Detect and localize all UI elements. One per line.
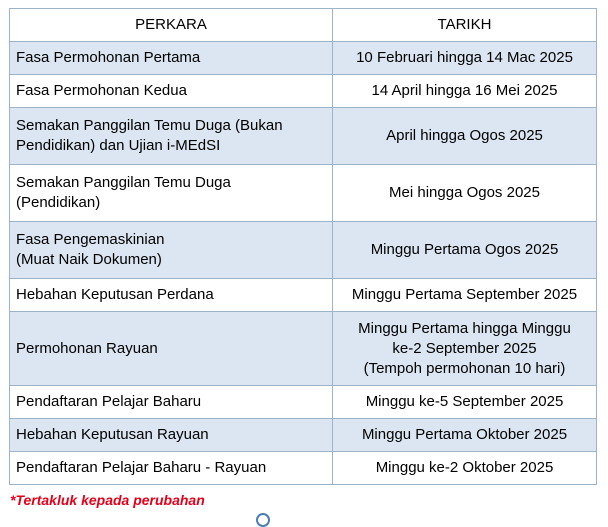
table-row bbox=[10, 419, 597, 452]
perkara-cell-line: Pendaftaran Pelajar Baharu bbox=[16, 393, 202, 410]
perkara-cell bbox=[10, 419, 333, 452]
perkara-cell-line: Fasa Permohonan Kedua bbox=[16, 82, 187, 99]
circle-icon bbox=[256, 513, 270, 527]
tarikh-cell-line: April hingga Ogos 2025 bbox=[386, 127, 543, 144]
perkara-cell-line: Semakan Panggilan Temu Duga bbox=[16, 174, 231, 191]
tarikh-cell-line: Minggu Pertama hingga Minggu bbox=[358, 319, 571, 337]
perkara-cell bbox=[10, 222, 333, 279]
perkara-cell-line: Fasa Pengemaskinian bbox=[16, 231, 165, 248]
perkara-cell bbox=[10, 386, 333, 419]
perkara-cell bbox=[10, 42, 333, 75]
perkara-cell-line: Pendidikan) dan Ujian i-MEdSI bbox=[16, 137, 221, 154]
table-row bbox=[10, 222, 597, 279]
perkara-cell bbox=[10, 108, 333, 165]
table-row bbox=[10, 75, 597, 108]
perkara-cell-line: (Muat Naik Dokumen) bbox=[16, 251, 162, 268]
table-row bbox=[10, 279, 597, 312]
perkara-cell bbox=[10, 75, 333, 108]
tarikh-cell-line: Minggu Pertama Oktober 2025 bbox=[361, 426, 568, 443]
tarikh-cell bbox=[333, 419, 597, 452]
perkara-cell-line: Semakan Panggilan Temu Duga (Bukan bbox=[16, 117, 283, 134]
tarikh-cell bbox=[333, 42, 597, 75]
tarikh-cell-line: Minggu ke-5 September 2025 bbox=[365, 393, 564, 410]
table-row bbox=[10, 386, 597, 419]
tarikh-cell bbox=[333, 386, 597, 419]
tarikh-cell bbox=[333, 452, 597, 485]
perkara-cell bbox=[10, 279, 333, 312]
disclaimer-note: *Tertakluk kepada perubahan bbox=[10, 492, 205, 508]
tarikh-cell bbox=[333, 279, 597, 312]
table-row bbox=[10, 312, 597, 386]
table-row bbox=[10, 42, 597, 75]
perkara-cell-line: Pendaftaran Pelajar Baharu - Rayuan bbox=[16, 459, 267, 476]
perkara-cell-line: Fasa Permohonan Pertama bbox=[16, 49, 201, 66]
header-tarikh: TARIKH bbox=[333, 9, 597, 42]
tarikh-cell-line: 14 April hingga 16 Mei 2025 bbox=[371, 82, 558, 99]
tarikh-cell-line: Minggu ke-2 Oktober 2025 bbox=[375, 459, 554, 476]
perkara-cell bbox=[10, 165, 333, 222]
header-perkara: PERKARA bbox=[10, 9, 333, 42]
table-body bbox=[10, 42, 597, 485]
tarikh-cell bbox=[333, 75, 597, 108]
tarikh-cell-line: ke-2 September 2025 bbox=[392, 339, 537, 357]
table-header-row bbox=[10, 9, 597, 42]
tarikh-cell-line: 10 Februari hingga 14 Mac 2025 bbox=[356, 49, 573, 66]
perkara-cell-line: Hebahan Keputusan Perdana bbox=[16, 286, 214, 303]
perkara-cell-line: (Pendidikan) bbox=[16, 194, 101, 211]
table-row bbox=[10, 452, 597, 485]
tarikh-cell bbox=[333, 108, 597, 165]
tarikh-cell-line: Minggu Pertama Ogos 2025 bbox=[370, 241, 559, 258]
perkara-cell bbox=[10, 452, 333, 485]
perkara-cell bbox=[10, 312, 333, 386]
tarikh-cell-line: Minggu Pertama September 2025 bbox=[351, 286, 578, 303]
tarikh-cell bbox=[333, 165, 597, 222]
perkara-cell-line: Permohonan Rayuan bbox=[16, 339, 158, 357]
schedule-table bbox=[9, 8, 597, 485]
table-row bbox=[10, 108, 597, 165]
tarikh-cell-line: (Tempoh permohonan 10 hari) bbox=[363, 359, 566, 377]
table-row bbox=[10, 165, 597, 222]
tarikh-cell bbox=[333, 222, 597, 279]
perkara-cell-line: Hebahan Keputusan Rayuan bbox=[16, 426, 209, 443]
tarikh-cell-line: Mei hingga Ogos 2025 bbox=[389, 184, 540, 201]
tarikh-cell bbox=[333, 312, 597, 386]
